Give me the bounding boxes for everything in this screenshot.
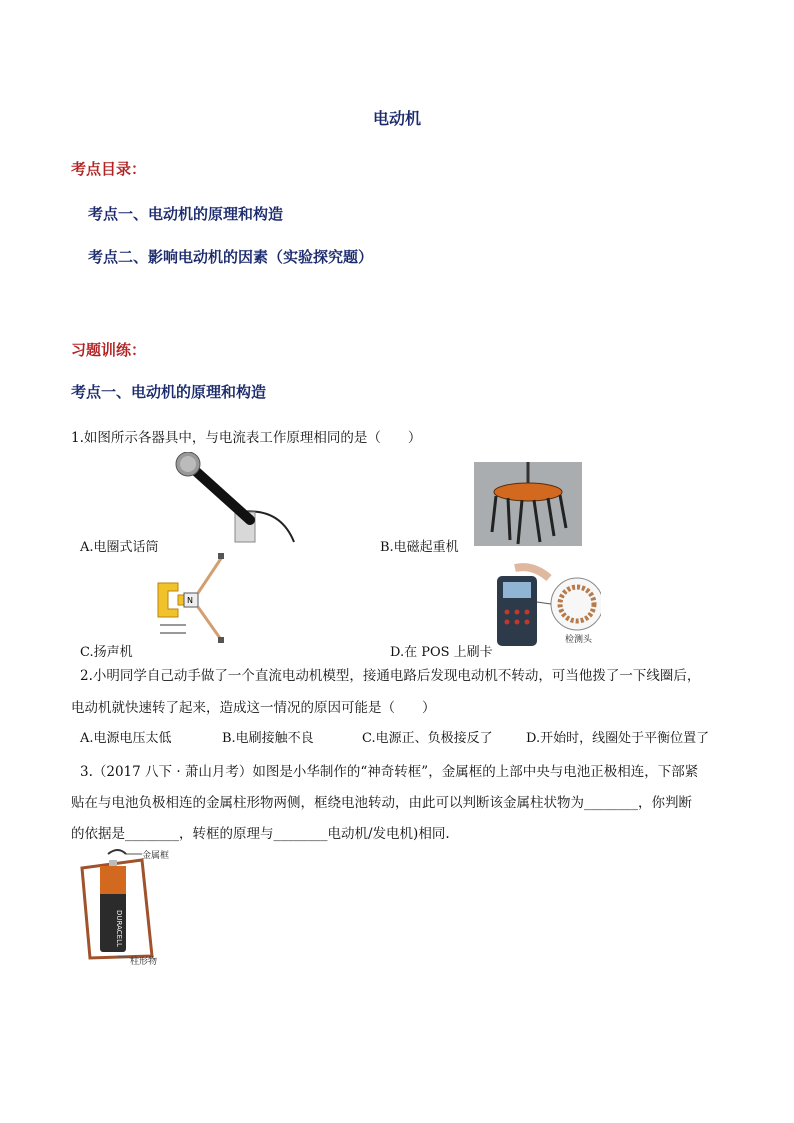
q1-text: 1.如图所示各器具中，与电流表工作原理相同的是（ ） xyxy=(71,430,422,446)
q1-option-c: C.扬声机 xyxy=(80,645,133,660)
q2-option-a: A.电源电压太低 xyxy=(80,731,172,746)
q3-line-2: 贴在与电池负极相连的金属柱形物两侧，框绕电池转动，由此可以判断该金属柱状物为________，你判断 xyxy=(71,795,692,811)
q1-option-b: B.电磁起重机 xyxy=(380,540,459,555)
toc-item-1: 考点一、电动机的原理和构造 xyxy=(88,205,284,223)
pos-label: 检测头 xyxy=(565,635,593,645)
section-heading: 考点一、电动机的原理和构造 xyxy=(71,383,267,401)
crane-image xyxy=(474,462,582,546)
frame-label: 金属框 xyxy=(142,851,170,861)
q3-line-1: 3.（2017 八下 · 萧山月考）如图是小华制作的“神奇转框”，金属框的上部中央与电池正极相连，下部紧 xyxy=(80,764,699,780)
q2-option-c: C.电源正、负极接反了 xyxy=(362,731,493,746)
q2-line-2: 电动机就快速转了起来，造成这一情况的原因可能是（ ） xyxy=(71,700,436,716)
toc-item-2: 考点二、影响电动机的因素（实验探究题） xyxy=(88,248,374,266)
pos-image xyxy=(493,562,601,650)
rotating-frame-image xyxy=(72,846,182,966)
speaker-diagram xyxy=(150,553,230,645)
q2-option-b: B.电刷接触不良 xyxy=(222,731,314,746)
svg-text:N: N xyxy=(187,596,193,605)
toc-heading: 考点目录： xyxy=(71,160,147,178)
q1-option-d: D.在 POS 上刷卡 xyxy=(390,645,493,660)
exercise-heading: 习题训练： xyxy=(71,341,147,359)
cylinder-label: 柱形物 xyxy=(130,957,158,966)
q1-option-a: A.电圈式话筒 xyxy=(80,540,159,555)
page-title: 电动机 xyxy=(372,109,421,128)
microphone-image xyxy=(170,452,300,552)
q3-line-3: 的依据是________，转框的原理与________电动机/发电机)相同. xyxy=(71,826,450,842)
q2-line-1: 2.小明同学自己动手做了一个直流电动机模型，接通电路后发现电动机不转动，可当他拨了一下线圈后， xyxy=(80,668,701,684)
battery-brand-label: DURACELL xyxy=(115,910,123,947)
q2-option-d: D.开始时，线圈处于平衡位置了 xyxy=(526,731,710,746)
